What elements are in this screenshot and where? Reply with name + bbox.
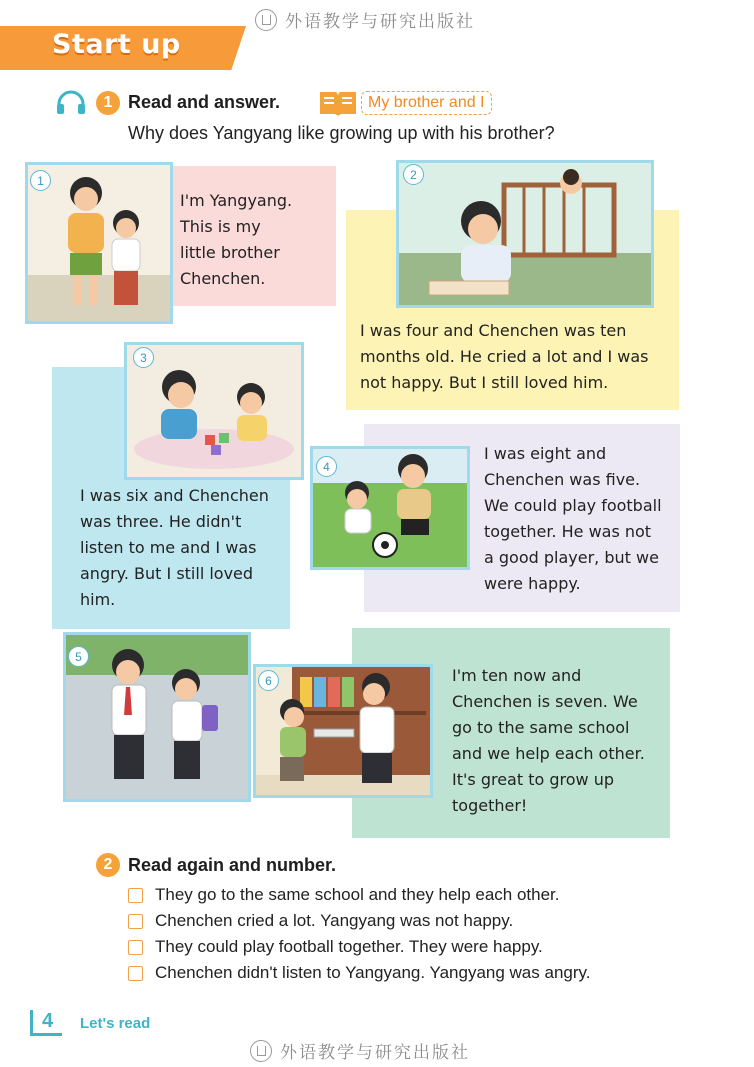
panel-5-illustration	[63, 632, 251, 802]
playing-blocks-illustration	[127, 345, 301, 477]
list-item-text: Chenchen cried a lot. Yangyang was not happy.	[155, 911, 514, 930]
publisher-watermark-bottom	[250, 1038, 470, 1063]
panel-2-number: 2	[403, 164, 424, 185]
panel-2-line: I was four and Chenchen was ten	[360, 321, 627, 340]
section-1-heading: Read and answer.	[128, 92, 281, 112]
publisher-watermark-top	[255, 7, 475, 32]
panel-1-text-card	[166, 166, 336, 306]
panel-1-line: little brother	[180, 243, 280, 262]
panel-1-line: This is my	[180, 217, 261, 236]
panel-4-number: 4	[316, 456, 337, 477]
book-title-tag[interactable]: My brother and I	[361, 91, 492, 115]
panel-4-line: together. He was not	[484, 522, 652, 541]
panel-5-number: 5	[68, 646, 89, 667]
banner-title: Start up	[52, 29, 181, 60]
panel-3-line: listen to me and I was	[80, 538, 257, 557]
panel-4-line: Chenchen was five.	[484, 470, 641, 489]
walking-to-school-illustration	[66, 635, 248, 799]
panel-1-line: I'm Yangyang.	[180, 191, 293, 210]
section-1-badge: 1	[96, 91, 120, 115]
list-item	[128, 908, 688, 934]
panel-6-line: Chenchen is seven. We	[452, 692, 638, 711]
panel-4-line: a good player, but we	[484, 548, 659, 567]
book-icon	[318, 88, 358, 118]
headphones-icon[interactable]	[55, 90, 87, 116]
panel-4-line: We could play football	[484, 496, 662, 515]
bookshelf-scene-illustration	[256, 667, 430, 795]
panel-4-line: I was eight and	[484, 444, 607, 463]
panel-2-line: not happy. But I still loved him.	[360, 373, 609, 392]
panel-3-line: angry. But I still loved	[80, 564, 254, 583]
checkbox-icon[interactable]	[128, 940, 143, 955]
panel-3-line: was three. He didn't	[80, 512, 242, 531]
panel-3-line: him.	[80, 590, 116, 609]
panel-6-line: together!	[452, 796, 528, 815]
checkbox-icon[interactable]	[128, 966, 143, 981]
panel-3-line: I was six and Chenchen	[80, 486, 269, 505]
publisher-seal-icon	[255, 9, 277, 31]
publisher-name: 外语教学与研究出版社	[285, 12, 475, 32]
panel-2-line: months old. He cried a lot and I was	[360, 347, 649, 366]
list-item	[128, 882, 688, 908]
list-item-text: They could play football together. They were happy.	[155, 937, 543, 956]
panel-6-line: and we help each other.	[452, 744, 645, 763]
panel-1-number: 1	[30, 170, 51, 191]
list-item-text: They go to the same school and they help each other.	[155, 885, 560, 904]
panel-6-line: It's great to grow up	[452, 770, 614, 789]
page-number: 4	[30, 1010, 62, 1036]
two-brothers-illustration	[28, 165, 170, 321]
panel-6-number: 6	[258, 670, 279, 691]
checkbox-icon[interactable]	[128, 888, 143, 903]
panel-6-line: go to the same school	[452, 718, 630, 737]
panel-6-illustration	[253, 664, 433, 798]
panel-3-number: 3	[133, 347, 154, 368]
footer-label: Let's read	[80, 1015, 151, 1032]
panel-2-illustration	[396, 160, 654, 308]
panel-1-line: Chenchen.	[180, 269, 266, 288]
panel-4-line: were happy.	[484, 574, 581, 593]
list-item-text: Chenchen didn't listen to Yangyang. Yangyang was angry.	[155, 963, 591, 982]
reading-question: Why does Yangyang like growing up with his brother?	[128, 123, 555, 143]
section-2-badge: 2	[96, 853, 120, 877]
publisher-name: 外语教学与研究出版社	[280, 1043, 470, 1063]
crib-scene-illustration	[399, 163, 651, 305]
checkbox-icon[interactable]	[128, 914, 143, 929]
list-item	[128, 934, 688, 960]
number-list	[128, 882, 688, 986]
panel-6-line: I'm ten now and	[452, 666, 582, 685]
publisher-seal-icon	[250, 1040, 272, 1062]
list-item	[128, 960, 688, 986]
section-2-heading: Read again and number.	[128, 855, 337, 875]
